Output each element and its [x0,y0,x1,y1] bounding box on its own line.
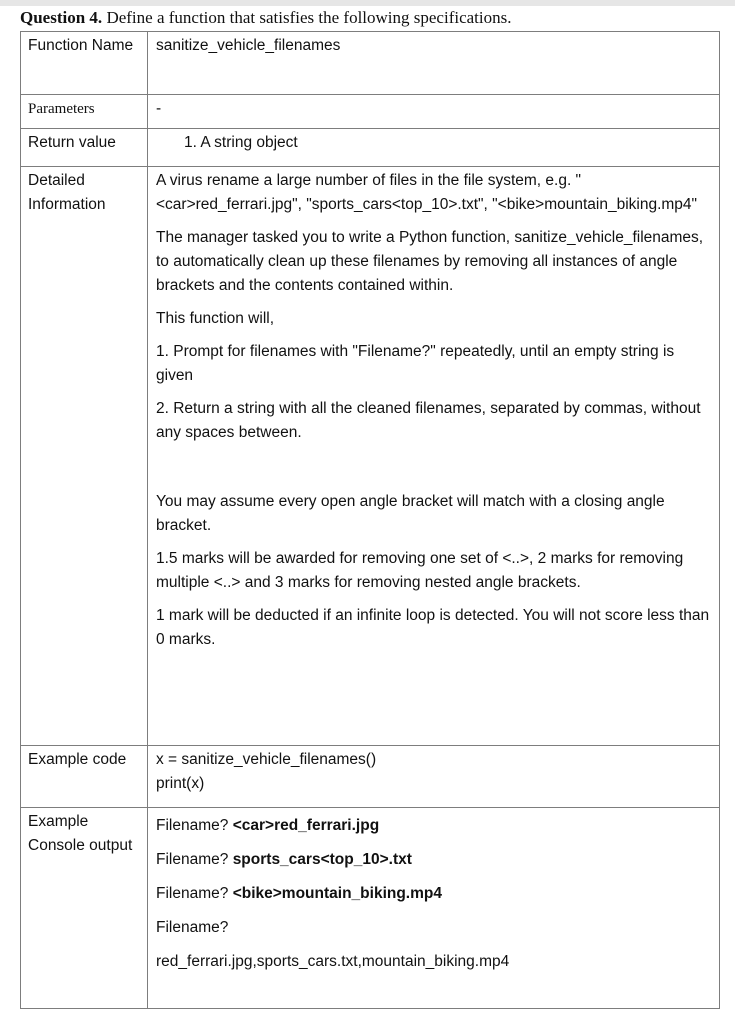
code-line: x = sanitize_vehicle_filenames() [156,751,377,768]
console-line [156,848,711,872]
detail-paragraph: This function will, [156,310,275,327]
detail-paragraph: You may assume every open angle bracket will match with a closing angle bracket. [156,493,665,534]
console-prompt: Filename? [156,817,229,834]
label-parameters: Parameters [21,95,148,129]
console-line [156,882,711,906]
detail-paragraph: The manager tasked you to write a Python function, sanitize_vehicle_filenames, to automatically clean up these filenames by removing all instances of angle brackets and the contents contained within. [156,229,704,294]
label-return-value: Return value [21,129,148,167]
detail-paragraph: 1.5 marks will be awarded for removing one set of <..>, 2 marks for removing multiple <..> and 3 marks for removing nested angle brackets. [156,550,684,591]
row-detailed-information [21,167,720,746]
label-example-console: Example Console output [21,808,148,1009]
code-line: print(x) [156,775,205,792]
console-prompt: Filename? [156,885,229,902]
row-return-value [21,129,720,167]
value-detailed-information [148,167,720,746]
question-instruction: Define a function that satisfies the following specifications. [102,8,512,27]
console-prompt: Filename? [156,919,229,936]
value-return-value [148,129,720,167]
console-result: red_ferrari.jpg,sports_cars.txt,mountain_biking.mp4 [156,953,510,970]
console-input: <bike>mountain_biking.mp4 [232,885,442,902]
return-item: 1. A string object [184,134,298,151]
row-example-console [21,808,720,1009]
row-example-code [21,746,720,808]
console-line [156,916,711,940]
value-example-console [148,808,720,1009]
label-detailed-information: Detailed Information [21,167,148,746]
detail-paragraph: 2. Return a string with all the cleaned filenames, separated by commas, without any spaces between. [156,400,701,441]
question-heading [20,7,512,29]
console-input: sports_cars<top_10>.txt [232,851,412,868]
value-parameters: - [148,95,720,129]
console-input: <car>red_ferrari.jpg [232,817,380,834]
detail-paragraph: 1. Prompt for filenames with "Filename?" repeatedly, until an empty string is given [156,343,675,384]
console-prompt: Filename? [156,851,229,868]
row-parameters [21,95,720,129]
label-example-code: Example code [21,746,148,808]
detail-paragraph: A virus rename a large number of files in the file system, e.g. "<car>red_ferrari.jpg", "sports_cars<top_10>.txt", "<bike>mountain_biking.mp4" [156,172,698,213]
question-number: Question 4. [20,8,103,27]
top-band [0,0,735,6]
value-example-code [148,746,720,808]
specification-table [20,31,720,1009]
label-function-name: Function Name [21,32,148,95]
detail-paragraph: 1 mark will be deducted if an infinite loop is detected. You will not score less than 0 marks. [156,607,710,648]
value-function-name: sanitize_vehicle_filenames [148,32,720,95]
row-function-name [21,32,720,95]
console-line [156,814,711,838]
